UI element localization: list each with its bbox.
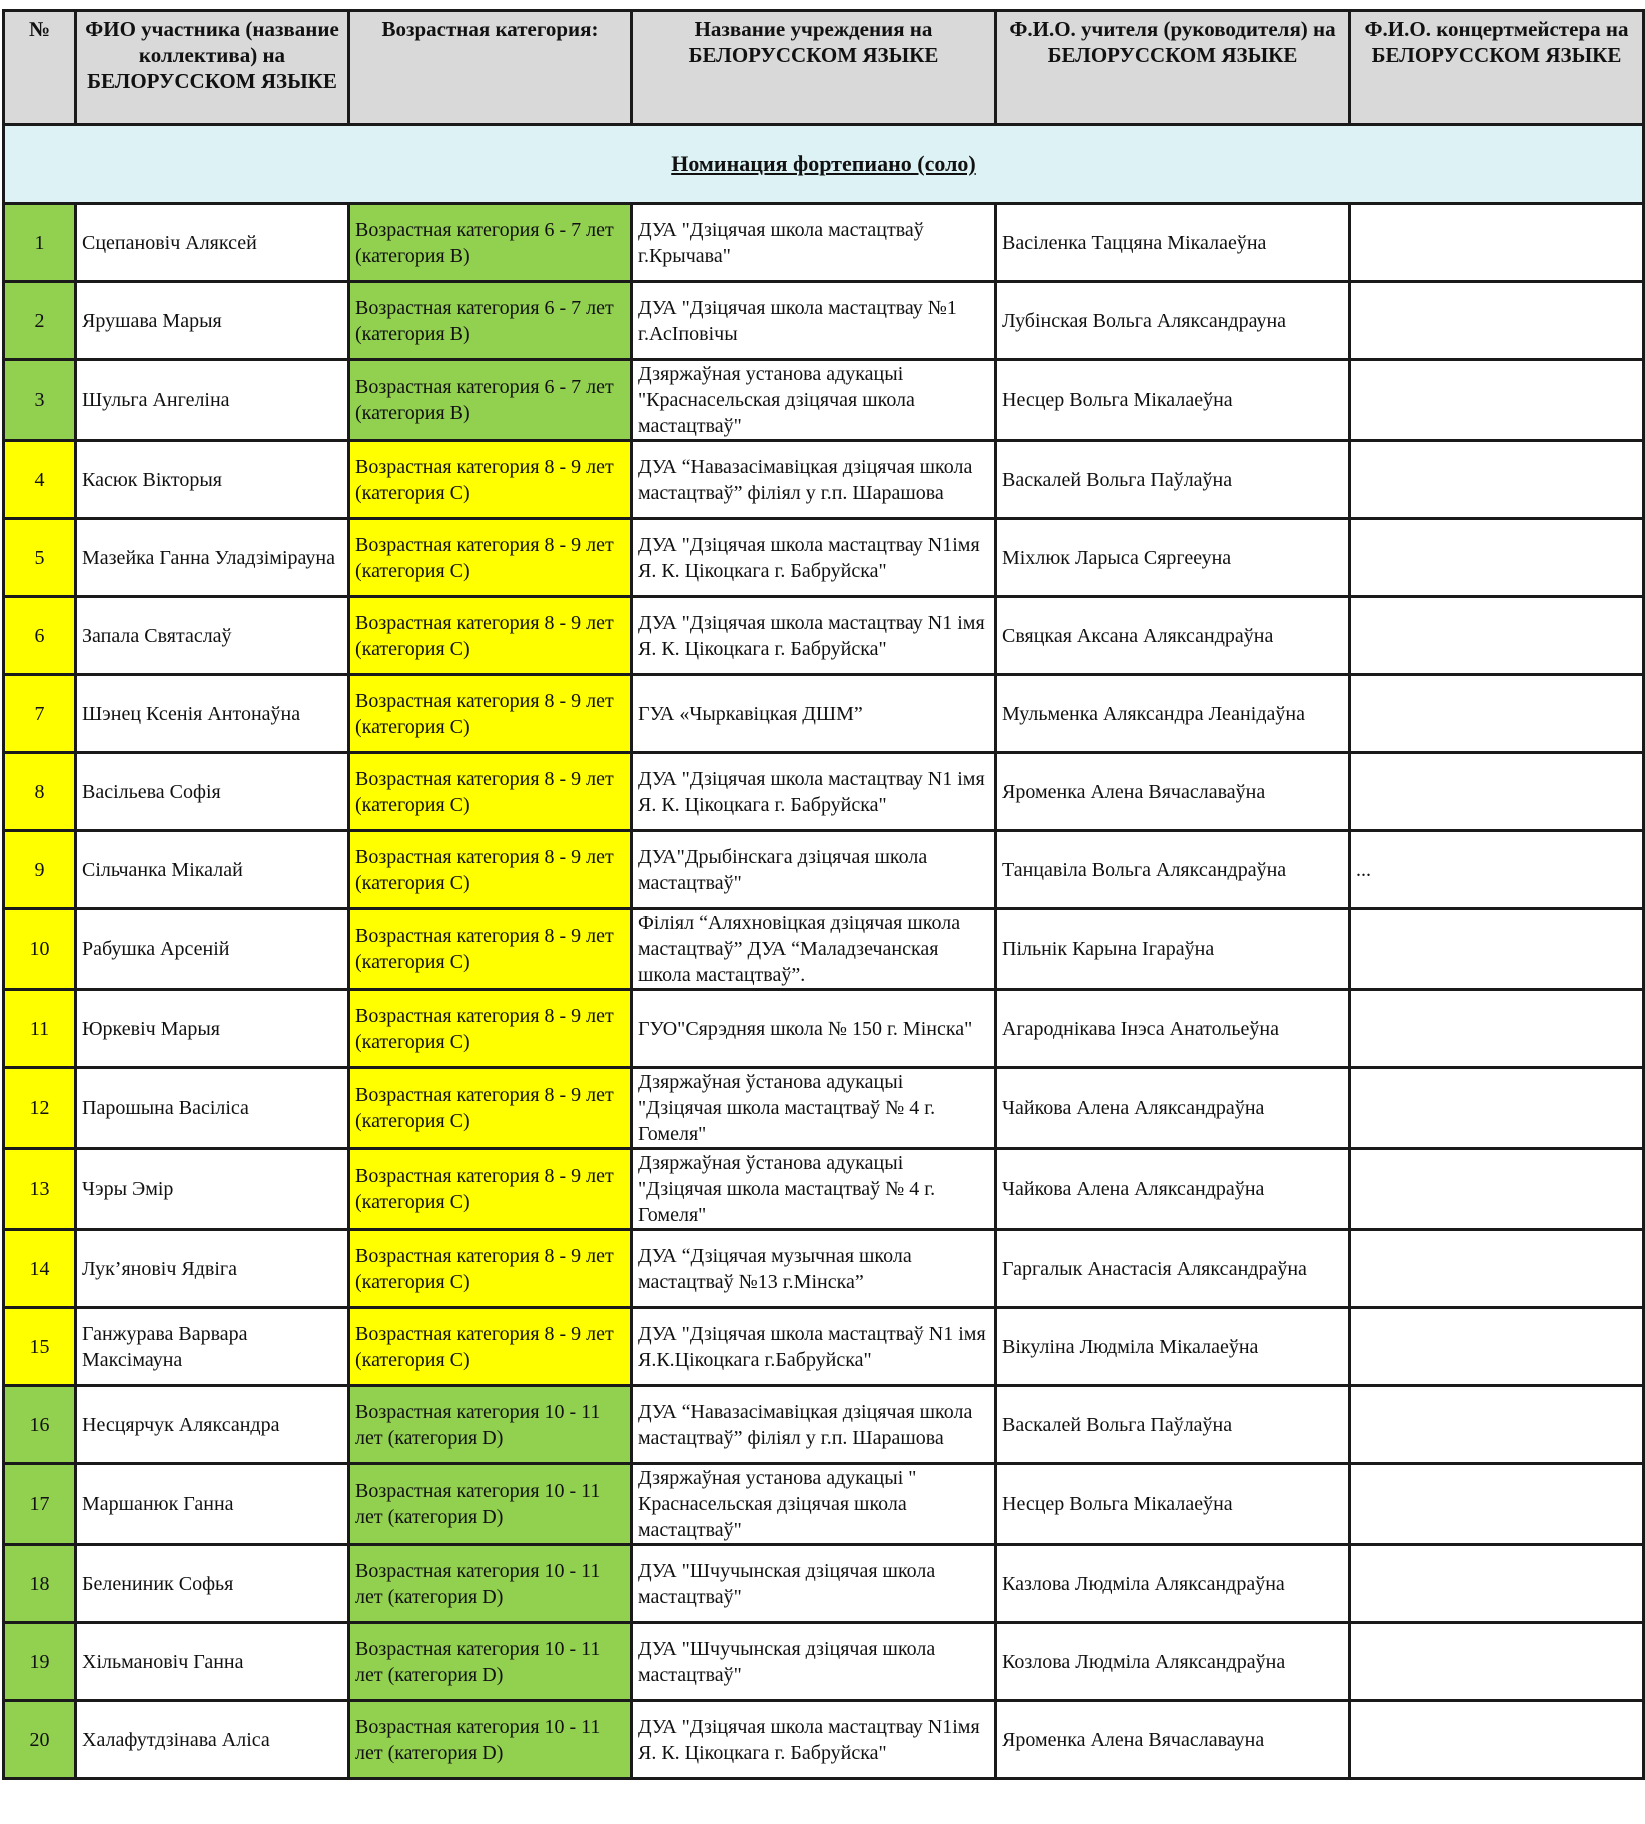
cell-age-category: Возрастная категория 10 - 11 лет (категория D) <box>349 1701 632 1779</box>
header-number: № <box>4 11 76 125</box>
cell-participant-name: Касюк Вікторыя <box>76 441 349 519</box>
cell-participant-name: Васільева Софія <box>76 753 349 831</box>
cell-participant-name: Чэры Эмір <box>76 1149 349 1230</box>
cell-number: 2 <box>4 282 76 360</box>
cell-accompanist <box>1350 675 1644 753</box>
cell-teacher: Васіленка Таццяна Мікалаеўна <box>996 204 1350 282</box>
cell-participant-name: Халафутдзінава Аліса <box>76 1701 349 1779</box>
cell-institution: ГУА «Чыркавіцкая ДШМ” <box>632 675 996 753</box>
cell-accompanist <box>1350 990 1644 1068</box>
cell-accompanist <box>1350 1068 1644 1149</box>
cell-number: 9 <box>4 831 76 909</box>
header-teacher: Ф.И.О. учителя (руководителя) на БЕЛОРУССКОМ ЯЗЫКЕ <box>996 11 1350 125</box>
cell-number: 4 <box>4 441 76 519</box>
cell-teacher: Мульменка Аляксандра Леанідаўна <box>996 675 1350 753</box>
cell-accompanist <box>1350 360 1644 441</box>
cell-age-category: Возрастная категория 6 - 7 лет (категория B) <box>349 282 632 360</box>
cell-number: 15 <box>4 1308 76 1386</box>
cell-accompanist <box>1350 519 1644 597</box>
table-row <box>4 675 1644 753</box>
cell-age-category: Возрастная категория 8 - 9 лет (категория C) <box>349 990 632 1068</box>
cell-number: 3 <box>4 360 76 441</box>
cell-teacher: Вікуліна Людміла Мікалаеўна <box>996 1308 1350 1386</box>
cell-number: 1 <box>4 204 76 282</box>
table-row <box>4 1149 1644 1230</box>
cell-number: 10 <box>4 909 76 990</box>
cell-age-category: Возрастная категория 10 - 11 лет (категория D) <box>349 1386 632 1464</box>
cell-institution: ДУА “Навазасімавіцкая дзіцячая школа мастацтваў” філіял у г.п. Шарашова <box>632 1386 996 1464</box>
cell-teacher: Агароднікава Інэса Анатольеўна <box>996 990 1350 1068</box>
cell-number: 19 <box>4 1623 76 1701</box>
cell-age-category: Возрастная категория 8 - 9 лет (категория C) <box>349 1149 632 1230</box>
cell-teacher: Чайкова Алена Аляксандраўна <box>996 1068 1350 1149</box>
cell-participant-name: Рабушка Арсеній <box>76 909 349 990</box>
cell-accompanist <box>1350 753 1644 831</box>
cell-accompanist <box>1350 204 1644 282</box>
cell-number: 5 <box>4 519 76 597</box>
cell-institution: ДУА "Дзіцячая школа мастацтвау N1 імя Я. К. Цікоцкага г. Бабруйска" <box>632 753 996 831</box>
cell-accompanist <box>1350 1386 1644 1464</box>
cell-participant-name: Юркевіч Марыя <box>76 990 349 1068</box>
cell-number: 12 <box>4 1068 76 1149</box>
cell-number: 6 <box>4 597 76 675</box>
cell-teacher: Свяцкая Аксана Аляксандраўна <box>996 597 1350 675</box>
cell-number: 8 <box>4 753 76 831</box>
cell-participant-name: Белениник Софья <box>76 1545 349 1623</box>
cell-age-category: Возрастная категория 10 - 11 лет (категория D) <box>349 1623 632 1701</box>
cell-age-category: Возрастная категория 8 - 9 лет (категория C) <box>349 753 632 831</box>
cell-teacher: Пільнік Карына Ігараўна <box>996 909 1350 990</box>
cell-number: 18 <box>4 1545 76 1623</box>
cell-number: 14 <box>4 1230 76 1308</box>
cell-institution: Дзяржаўная ўстанова адукацыі "Дзіцячая школа мастацтваў № 4 г. Гомеля" <box>632 1068 996 1149</box>
cell-participant-name: Шэнец Ксенія Антонаўна <box>76 675 349 753</box>
header-accompanist: Ф.И.О. концертмейстера на БЕЛОРУССКОМ ЯЗЫКЕ <box>1350 11 1644 125</box>
cell-accompanist <box>1350 1545 1644 1623</box>
table-row <box>4 1545 1644 1623</box>
cell-accompanist <box>1350 1308 1644 1386</box>
header-institution: Название учреждения на БЕЛОРУССКОМ ЯЗЫКЕ <box>632 11 996 125</box>
cell-number: 16 <box>4 1386 76 1464</box>
cell-participant-name: Ганжурава Варвара Максімауна <box>76 1308 349 1386</box>
cell-age-category: Возрастная категория 8 - 9 лет (категория C) <box>349 831 632 909</box>
table-row <box>4 1623 1644 1701</box>
cell-teacher: Танцавіла Вольга Аляксандраўна <box>996 831 1350 909</box>
table-row <box>4 1230 1644 1308</box>
cell-participant-name: Мазейка Ганна Уладзімірауна <box>76 519 349 597</box>
cell-institution: Дзяржаўная установа адукацыі "Краснасельская дзіцячая школа мастацтваў" <box>632 360 996 441</box>
participants-table <box>2 9 1645 1780</box>
cell-institution: Дзяржаўная ўстанова адукацыі "Дзіцячая школа мастацтваў № 4 г. Гомеля" <box>632 1149 996 1230</box>
table-row <box>4 204 1644 282</box>
cell-participant-name: Парошына Васіліса <box>76 1068 349 1149</box>
cell-teacher: Лубінская Вольга Аляксандрауна <box>996 282 1350 360</box>
cell-accompanist <box>1350 282 1644 360</box>
cell-participant-name: Маршанюк Ганна <box>76 1464 349 1545</box>
cell-number: 13 <box>4 1149 76 1230</box>
nomination-title: Номинация фортепиано (соло) <box>4 125 1644 204</box>
cell-age-category: Возрастная категория 8 - 9 лет (категория C) <box>349 441 632 519</box>
table-row <box>4 597 1644 675</box>
cell-institution: Дзяржаўная установа адукацыі " Краснасельская дзіцячая школа мастацтваў" <box>632 1464 996 1545</box>
cell-teacher: Васкалей Вольга Паўлаўна <box>996 1386 1350 1464</box>
cell-number: 17 <box>4 1464 76 1545</box>
cell-age-category: Возрастная категория 8 - 9 лет (категория C) <box>349 909 632 990</box>
table-row <box>4 990 1644 1068</box>
cell-age-category: Возрастная категория 8 - 9 лет (категория C) <box>349 519 632 597</box>
cell-age-category: Возрастная категория 6 - 7 лет (категория B) <box>349 204 632 282</box>
cell-teacher: Гаргалык Анастасія Аляксандраўна <box>996 1230 1350 1308</box>
cell-age-category: Возрастная категория 8 - 9 лет (категория C) <box>349 675 632 753</box>
cell-accompanist <box>1350 441 1644 519</box>
cell-number: 11 <box>4 990 76 1068</box>
cell-accompanist <box>1350 909 1644 990</box>
cell-teacher: Міхлюк Ларыса Сяргееуна <box>996 519 1350 597</box>
cell-participant-name: Лук’яновіч Ядвіга <box>76 1230 349 1308</box>
cell-age-category: Возрастная категория 8 - 9 лет (категория C) <box>349 1068 632 1149</box>
table-row <box>4 831 1644 909</box>
cell-number: 7 <box>4 675 76 753</box>
cell-institution: Філіял “Аляхновіцкая дзіцячая школа мастацтваў” ДУА “Маладзечанская школа мастацтваў”. <box>632 909 996 990</box>
table-row <box>4 1464 1644 1545</box>
table-row <box>4 360 1644 441</box>
table-row <box>4 753 1644 831</box>
cell-institution: ДУА "Дзіцячая школа мастацтваў г.Крычава" <box>632 204 996 282</box>
cell-age-category: Возрастная категория 10 - 11 лет (категория D) <box>349 1464 632 1545</box>
cell-institution: ДУА "Шчучынская дзіцячая школа мастацтваў" <box>632 1623 996 1701</box>
cell-teacher: Васкалей Вольга Паўлаўна <box>996 441 1350 519</box>
cell-accompanist: ... <box>1350 831 1644 909</box>
cell-teacher: Казлова Людміла Аляксандраўна <box>996 1545 1350 1623</box>
cell-institution: ДУА "Дзіцячая школа мастацтвау N1імя Я. К. Цікоцкага г. Бабруйска" <box>632 519 996 597</box>
nomination-row <box>4 125 1644 204</box>
cell-participant-name: Шульга Ангеліна <box>76 360 349 441</box>
table-row <box>4 1068 1644 1149</box>
cell-institution: ДУА “Дзіцячая музычная школа мастацтваў №13 г.Мінска” <box>632 1230 996 1308</box>
header-participant-name: ФИО участника (название коллектива) на БЕЛОРУССКОМ ЯЗЫКЕ <box>76 11 349 125</box>
cell-teacher: Несцер Вольга Мікалаеўна <box>996 1464 1350 1545</box>
cell-teacher: Яроменка Алена Вячаславаўна <box>996 753 1350 831</box>
header-row <box>4 11 1644 125</box>
cell-institution: ДУА "Дзіцячая школа мастацтваў N1 імя Я.К.Цікоцкага г.Бабруйска" <box>632 1308 996 1386</box>
table-row <box>4 909 1644 990</box>
cell-institution: ДУА "Дзіцячая школа мастацтвау N1імя Я. К. Цікоцкага г. Бабруйска" <box>632 1701 996 1779</box>
cell-accompanist <box>1350 597 1644 675</box>
cell-participant-name: Несцярчук Аляксандра <box>76 1386 349 1464</box>
table-row <box>4 1701 1644 1779</box>
cell-age-category: Возрастная категория 6 - 7 лет (категория B) <box>349 360 632 441</box>
cell-accompanist <box>1350 1623 1644 1701</box>
cell-participant-name: Запала Святаслаў <box>76 597 349 675</box>
cell-institution: ГУО"Сярэдняя школа № 150 г. Мінска" <box>632 990 996 1068</box>
cell-participant-name: Ярушава Марыя <box>76 282 349 360</box>
cell-participant-name: Сільчанка Мікалай <box>76 831 349 909</box>
cell-teacher: Козлова Людміла Аляксандраўна <box>996 1623 1350 1701</box>
cell-participant-name: Сцепановіч Аляксей <box>76 204 349 282</box>
cell-age-category: Возрастная категория 10 - 11 лет (категория D) <box>349 1545 632 1623</box>
cell-accompanist <box>1350 1701 1644 1779</box>
cell-age-category: Возрастная категория 8 - 9 лет (категория C) <box>349 597 632 675</box>
cell-participant-name: Хільмановіч Ганна <box>76 1623 349 1701</box>
table-row <box>4 282 1644 360</box>
cell-institution: ДУА "Дзіцячая школа мастацтвау №1 г.АсІповічы <box>632 282 996 360</box>
cell-teacher: Чайкова Алена Аляксандраўна <box>996 1149 1350 1230</box>
cell-number: 20 <box>4 1701 76 1779</box>
cell-age-category: Возрастная категория 8 - 9 лет (категория C) <box>349 1308 632 1386</box>
table-row <box>4 519 1644 597</box>
table-row <box>4 1308 1644 1386</box>
cell-accompanist <box>1350 1230 1644 1308</box>
header-age-category: Возрастная категория: <box>349 11 632 125</box>
table-row <box>4 1386 1644 1464</box>
cell-teacher: Несцер Вольга Мікалаеўна <box>996 360 1350 441</box>
cell-accompanist <box>1350 1464 1644 1545</box>
cell-accompanist <box>1350 1149 1644 1230</box>
table-row <box>4 441 1644 519</box>
cell-institution: ДУА"Дрыбінскага дзіцячая школа мастацтваў" <box>632 831 996 909</box>
cell-teacher: Яроменка Алена Вячаславауна <box>996 1701 1350 1779</box>
cell-institution: ДУА “Навазасімавіцкая дзіцячая школа мастацтваў” філіял у г.п. Шарашова <box>632 441 996 519</box>
cell-institution: ДУА "Дзіцячая школа мастацтвау N1 імя Я. К. Цікоцкага г. Бабруйска" <box>632 597 996 675</box>
cell-age-category: Возрастная категория 8 - 9 лет (категория C) <box>349 1230 632 1308</box>
cell-institution: ДУА "Шчучынская дзіцячая школа мастацтваў" <box>632 1545 996 1623</box>
